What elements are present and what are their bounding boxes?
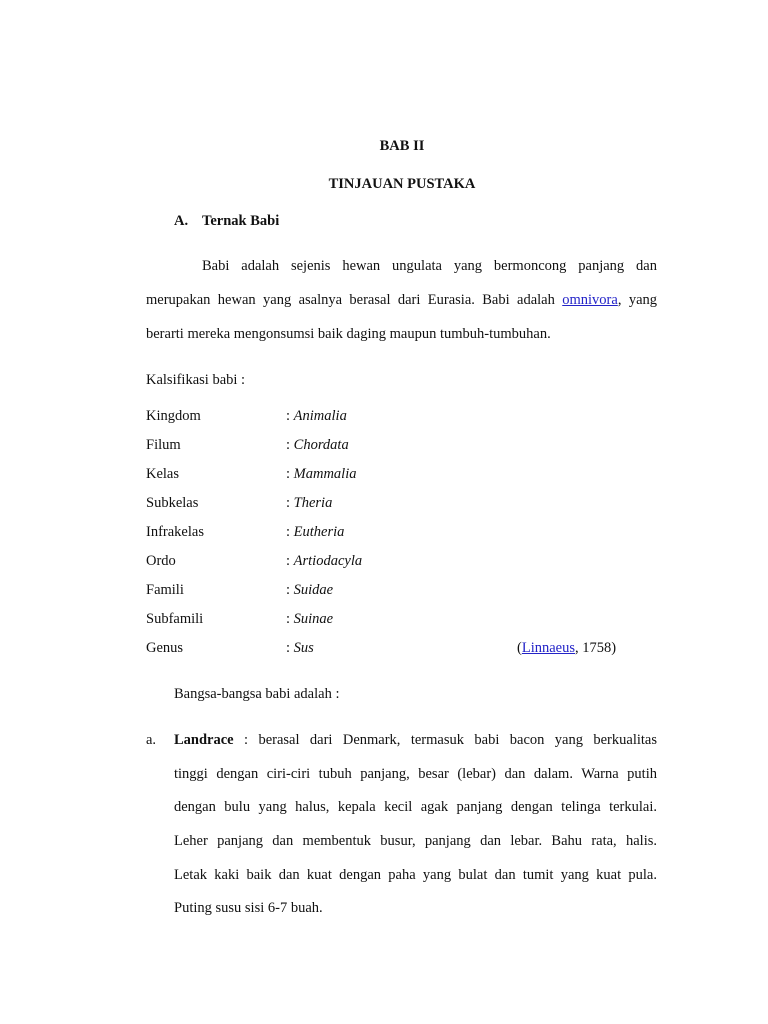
rank-value: : Mammalia xyxy=(286,466,357,482)
rank-value: : Chordata xyxy=(286,437,349,453)
rank-label: Genus xyxy=(146,640,184,656)
rank-value: : Suinae xyxy=(286,611,334,627)
rank-label: Infrakelas xyxy=(146,524,204,540)
rank-label: Kingdom xyxy=(146,408,201,424)
rank-value: : Eutheria xyxy=(286,524,345,540)
breed-a-line-1: Landrace : berasal dari Denmark, termasuk babi bacon yang berkualitas xyxy=(174,732,657,748)
intro-line-2 xyxy=(146,292,657,309)
rank-label: Subkelas xyxy=(146,495,199,511)
breed-a-line-5: Letak kaki baik dan kuat dengan paha yang bulat dan tumit yang kuat pula. xyxy=(174,867,657,883)
intro-line-1: Babi adalah sejenis hewan ungulata yang bermoncong panjang dan xyxy=(202,258,657,274)
chapter-heading: BAB II xyxy=(379,138,425,154)
rank-value: : Sus xyxy=(286,640,314,656)
rank-label: Filum xyxy=(146,437,181,453)
breed-a-line-3: dengan bulu yang halus, kepala kecil agak panjang dengan telinga terkulai. xyxy=(174,799,657,815)
rank-label: Kelas xyxy=(146,466,180,482)
classification-heading: Kalsifikasi babi : xyxy=(146,372,246,388)
breed-name: Landrace xyxy=(174,732,234,748)
linnaeus-link[interactable]: Linnaeus xyxy=(521,640,575,656)
intro-line-2-text: merupakan hewan yang asalnya berasal dari Eurasia. Babi adalah xyxy=(146,292,563,308)
rank-label: Famili xyxy=(146,582,184,598)
rank-value: : Theria xyxy=(286,495,333,511)
rank-value: : Artiodacyla xyxy=(286,553,363,569)
rank-label: Ordo xyxy=(146,553,176,569)
breed-a-line-4: Leher panjang dan membentuk busur, panjang dan lebar. Bahu rata, halis. xyxy=(174,833,657,849)
intro-line-2-tail: , yang xyxy=(617,292,657,308)
rank-label: Subfamili xyxy=(146,611,204,627)
breed-a-line-6: Puting susu sisi 6-7 buah. xyxy=(174,900,323,916)
breeds-heading: Bangsa-bangsa babi adalah : xyxy=(174,686,340,702)
rank-value: : Suidae xyxy=(286,582,334,598)
list-marker-a: a. xyxy=(146,732,157,748)
citation: (Linnaeus, 1758) xyxy=(517,640,617,656)
breed-a-line-2: tinggi dengan ciri-ciri tubuh panjang, besar (lebar) dan dalam. Warna putih xyxy=(174,766,657,782)
section-a-label: A. xyxy=(174,213,189,229)
section-a-title: Ternak Babi xyxy=(202,213,280,229)
chapter-title: TINJAUAN PUSTAKA xyxy=(328,176,476,192)
intro-line-3: berarti mereka mengonsumsi baik daging maupun tumbuh-tumbuhan. xyxy=(146,326,551,342)
omnivora-link[interactable]: omnivora xyxy=(562,292,618,308)
rank-value: : Animalia xyxy=(286,408,347,424)
